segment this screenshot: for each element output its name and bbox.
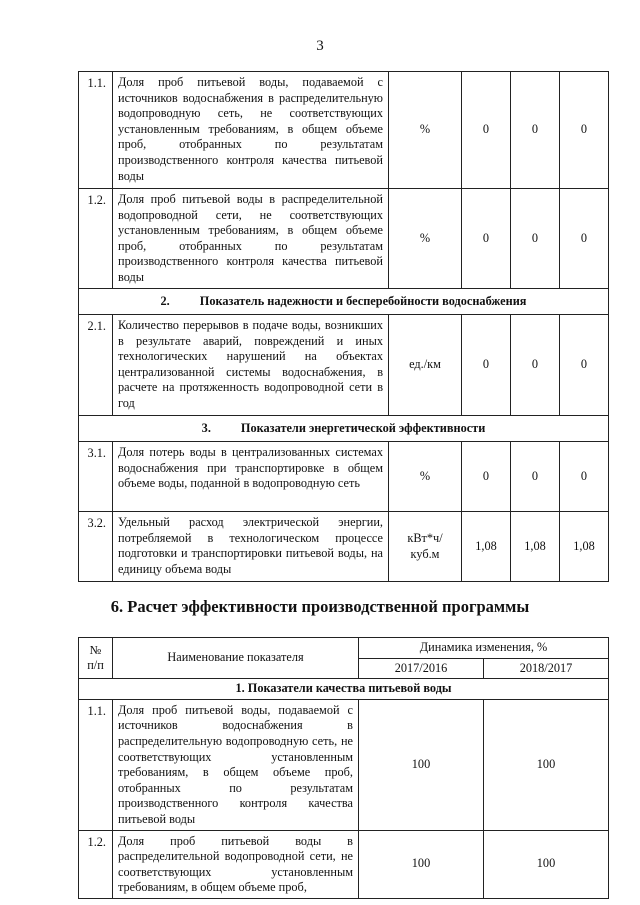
indicators-table (78, 71, 609, 582)
row-number: 1.1. (79, 699, 113, 830)
section-heading: 6. Расчет эффективности производственной программы (110, 597, 530, 616)
value-cell: 0 (511, 315, 560, 416)
column-header-name: Наименование показателя (113, 638, 359, 679)
unit-cell: % (389, 442, 462, 512)
unit-cell: кВт*ч/ куб.м (389, 512, 462, 582)
indicator-name: Количество перерывов в подаче воды, возникших в результате аварий, повреждений и иных технологических нарушений на объектах централизованной системы водоснабжения, в расчете на протяженность водопроводной сети в год (113, 315, 389, 416)
value-cell: 1,08 (560, 512, 609, 582)
column-header-number: № п/п (79, 638, 113, 679)
section-number: 3. (201, 420, 211, 435)
row-number: 3.2. (79, 512, 113, 582)
value-cell: 0 (462, 72, 511, 189)
row-number: 2.1. (79, 315, 113, 416)
row-number: 3.1. (79, 442, 113, 512)
value-cell: 0 (462, 315, 511, 416)
unit-cell: ед./км (389, 315, 462, 416)
table-row (79, 72, 609, 189)
indicator-name: Доля проб питьевой воды, подаваемой с источников водоснабжения в распределительную водопроводную сеть, не соответствующих установленным требованиям, в общем объеме проб, отобранных по результатам производственного контроля качества питьевой воды (113, 72, 389, 189)
value-cell: 0 (511, 189, 560, 289)
value-cell: 0 (462, 189, 511, 289)
row-number: 1.1. (79, 72, 113, 189)
value-cell: 0 (462, 442, 511, 512)
value-cell: 100 (484, 830, 609, 898)
value-cell: 0 (511, 72, 560, 189)
table-row (79, 699, 609, 830)
table-row (79, 830, 609, 898)
value-cell: 100 (484, 699, 609, 830)
indicator-name: Удельный расход электрической энергии, потребляемой в технологическом процессе подготовки и транспортировки питьевой воды, на единицу объема воды (113, 512, 389, 582)
unit-cell: % (389, 189, 462, 289)
column-header-year1: 2017/2016 (359, 658, 484, 679)
table-row (79, 512, 609, 582)
indicator-name: Доля проб питьевой воды в распределительной водопроводной сети, не соответствующих установленным требованиям, в общем объеме проб, (113, 830, 359, 898)
section-title (79, 416, 609, 442)
column-header-dynamics: Динамика изменения, % (359, 638, 609, 659)
section-row (79, 416, 609, 442)
section-label: Показатели энергетической эффективности (240, 420, 486, 435)
indicator-name: Доля проб питьевой воды, подаваемой с источников водоснабжения в распределительную водопроводную сеть, не соответствующих установленным требованиям, в общем объеме проб, отобранных по результатам производственного контроля качества питьевой воды (113, 699, 359, 830)
header-row (79, 638, 609, 659)
table-row (79, 189, 609, 289)
value-cell: 100 (359, 699, 484, 830)
value-cell: 0 (560, 189, 609, 289)
unit-cell: % (389, 72, 462, 189)
value-cell: 100 (359, 830, 484, 898)
indicator-name: Доля проб питьевой воды в распределительной водопроводной сети, не соответствующих установленным требованиям, в общем объеме проб, отобранных по результатам производственного контроля качества питьевой воды (113, 189, 389, 289)
value-cell: 0 (511, 442, 560, 512)
section-title: 1. Показатели качества питьевой воды (79, 679, 609, 700)
value-cell: 0 (560, 315, 609, 416)
section-row (79, 679, 609, 700)
page-number: 3 (316, 38, 324, 54)
value-cell: 1,08 (511, 512, 560, 582)
row-number: 1.2. (79, 830, 113, 898)
column-header-year2: 2018/2017 (484, 658, 609, 679)
section-number: 2. (160, 293, 170, 308)
table-row (79, 315, 609, 416)
value-cell: 1,08 (462, 512, 511, 582)
row-number: 1.2. (79, 189, 113, 289)
section-title (79, 289, 609, 315)
section-row (79, 289, 609, 315)
efficiency-table (78, 637, 609, 899)
table-row (79, 442, 609, 512)
value-cell: 0 (560, 442, 609, 512)
section-label: Показатель надежности и бесперебойности водоснабжения (199, 293, 527, 308)
value-cell: 0 (560, 72, 609, 189)
indicator-name: Доля потерь воды в централизованных системах водоснабжения при транспортировке в общем объеме воды, поданной в водопроводную сеть (113, 442, 389, 512)
